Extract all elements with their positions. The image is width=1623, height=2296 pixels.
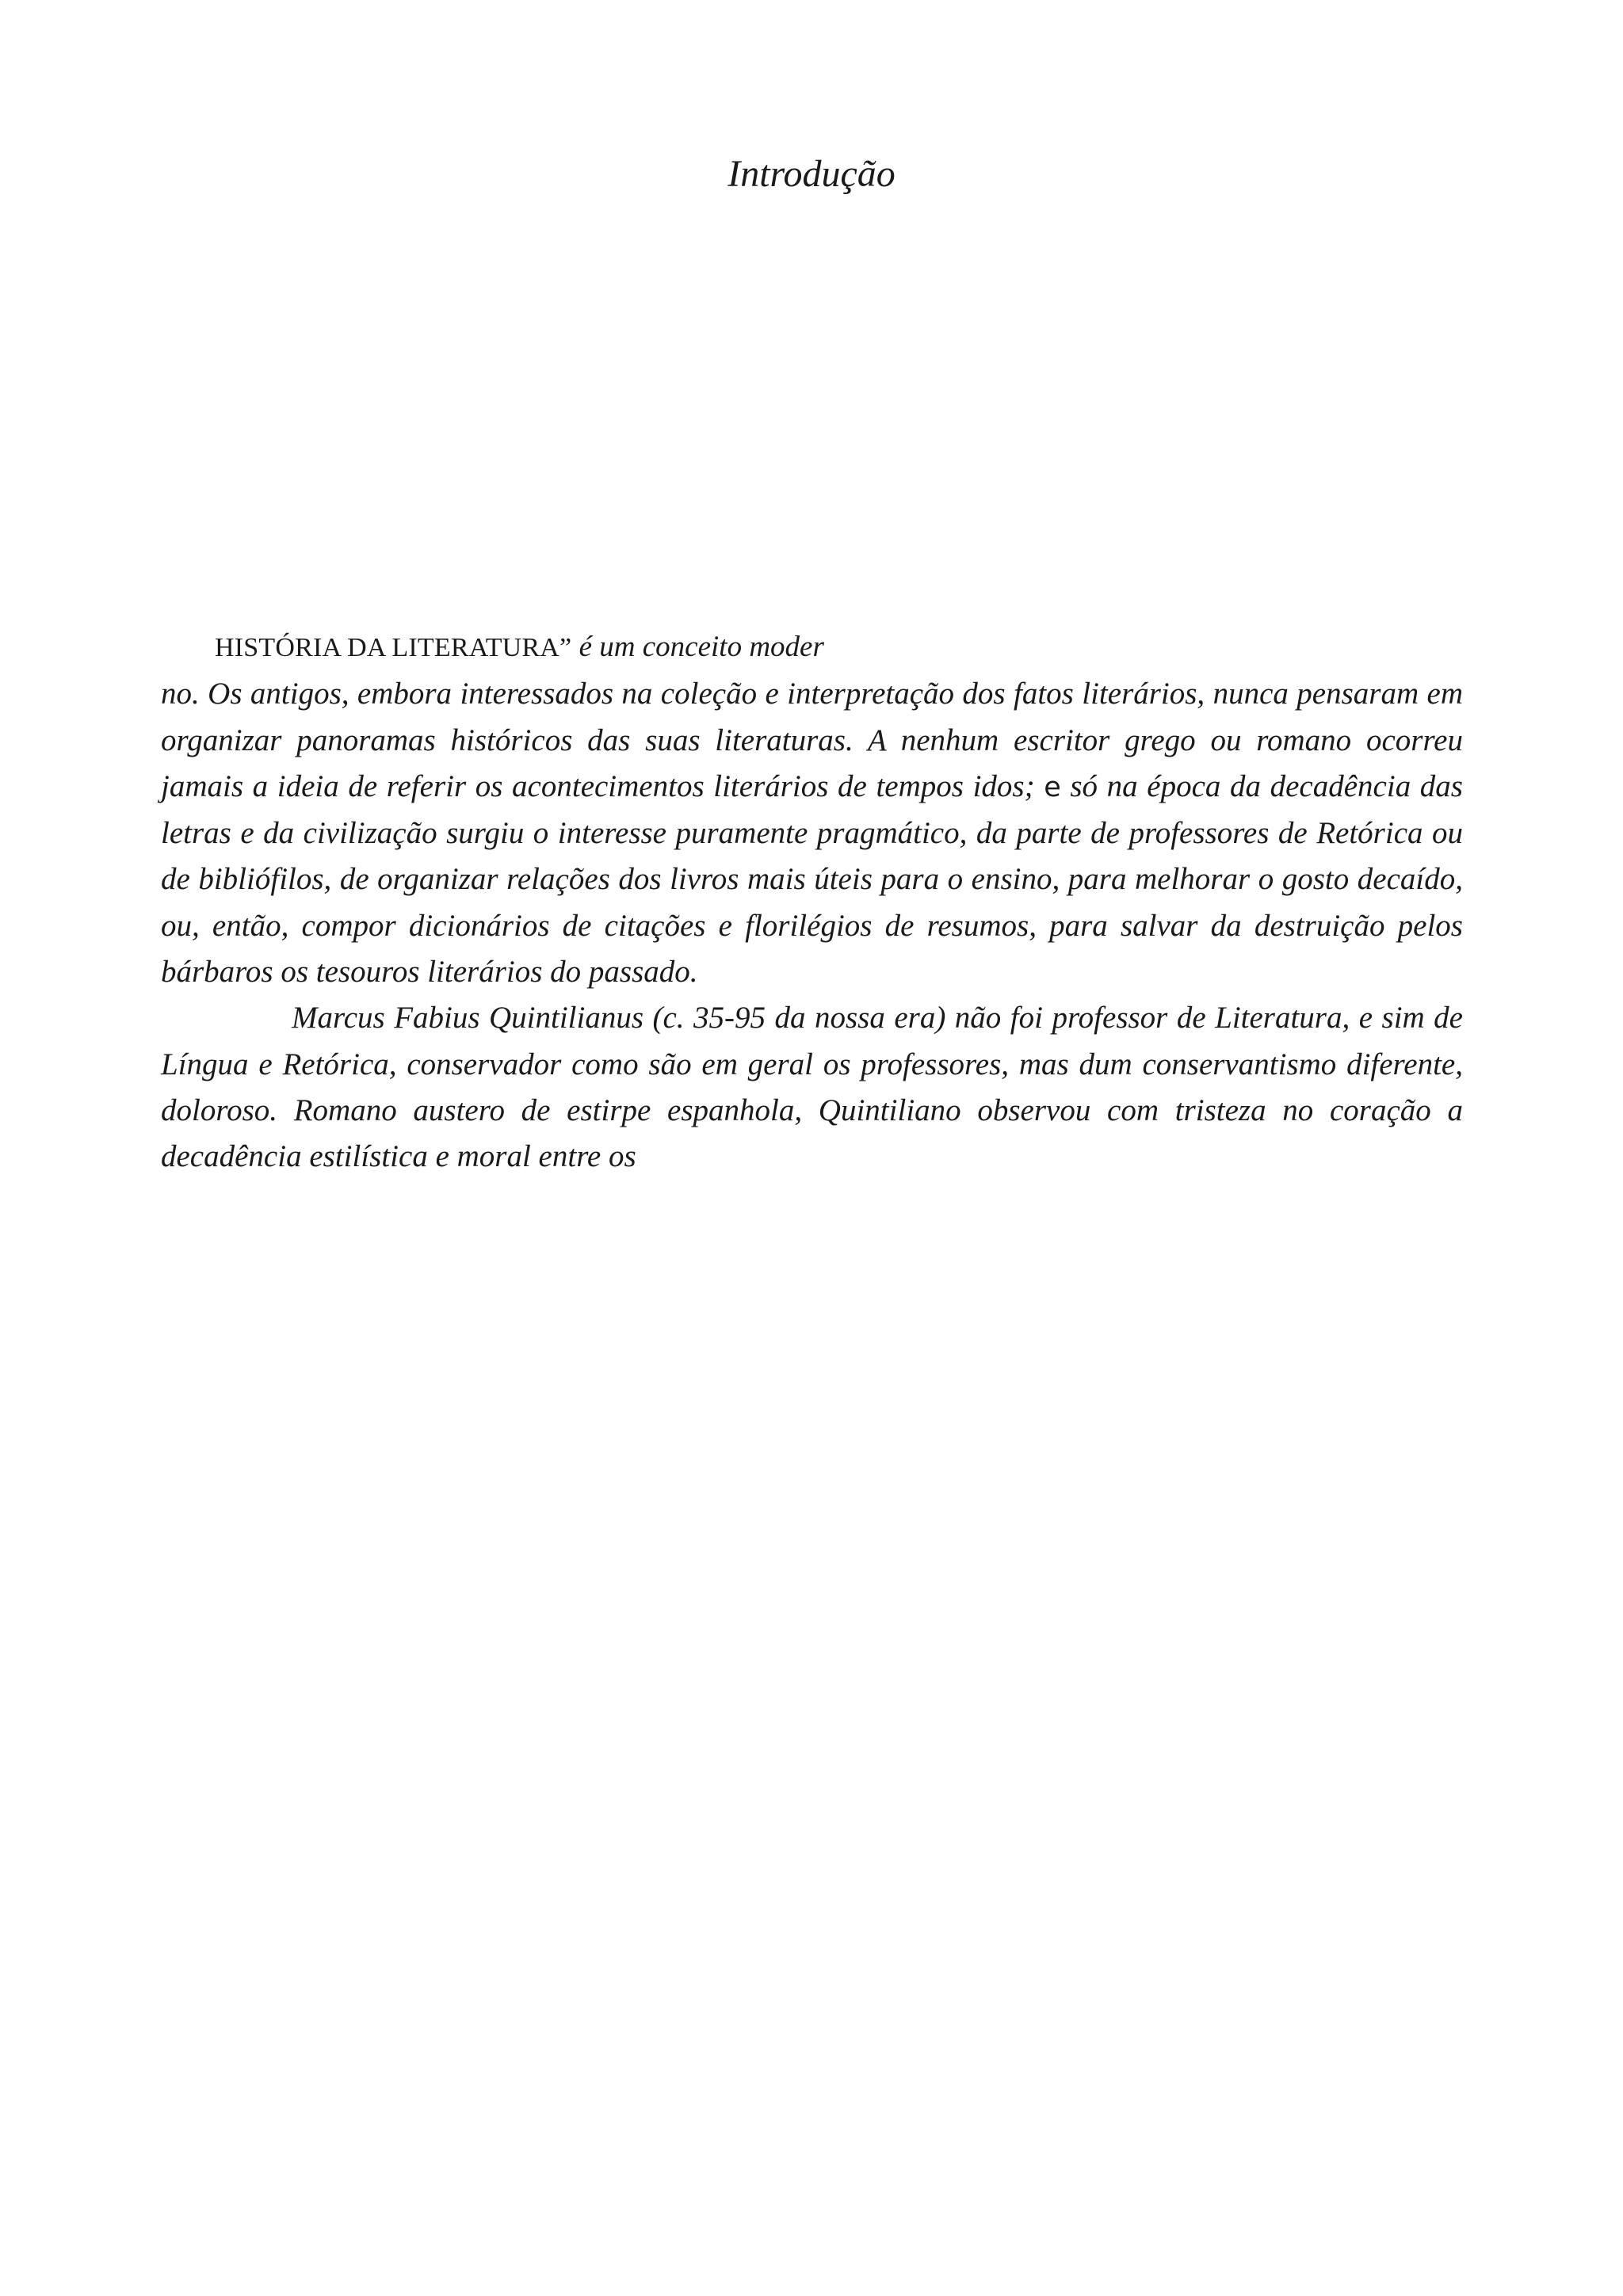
lead-line bbox=[161, 624, 1463, 671]
paragraph-2: Marcus Fabius Quintilianus (c. 35-95 da nossa era) não foi professor de Literatura, e sim de Língua e Retórica, conservador como são em geral os professores, mas dum conservantismo diferente, doloroso. Romano austero de estirpe espanhola, Quintiliano observou com tristeza no coração a decadência estilística e moral entre os bbox=[161, 1001, 1463, 1174]
lead-caps-text: HISTÓRIA DA LITERATURA” bbox=[215, 633, 572, 662]
paragraph-1-text-a: no. Os antigos, embora interessados na coleção e interpretação dos fatos literários, nunca pensaram em organizar panoramas históricos das suas literaturas. A nenhum escritor grego ou romano ocorreu jamais a ideia de referir os acontecimentos literários de tempos idos; bbox=[161, 677, 1463, 803]
body-text bbox=[161, 624, 1463, 1180]
paragraph-1-conjunction: e bbox=[1044, 771, 1061, 803]
chapter-title: Introdução bbox=[727, 153, 896, 195]
paragraph-1 bbox=[161, 671, 1463, 995]
paragraph-1-text-b: só na época da decadência das letras e da civilização surgiu o interesse puramente pragmático, da parte de professores de Retórica ou de bibliófilos, de organizar relações dos livros mais úteis para o ensino, para melhorar o gosto decaído, ou, então, compor dicionários de citações e florilégios de resumos, para salvar da destruição pelos bárbaros os tesouros literários do passado. bbox=[161, 769, 1463, 990]
lead-italic-text: é um conceito moder bbox=[571, 631, 824, 663]
